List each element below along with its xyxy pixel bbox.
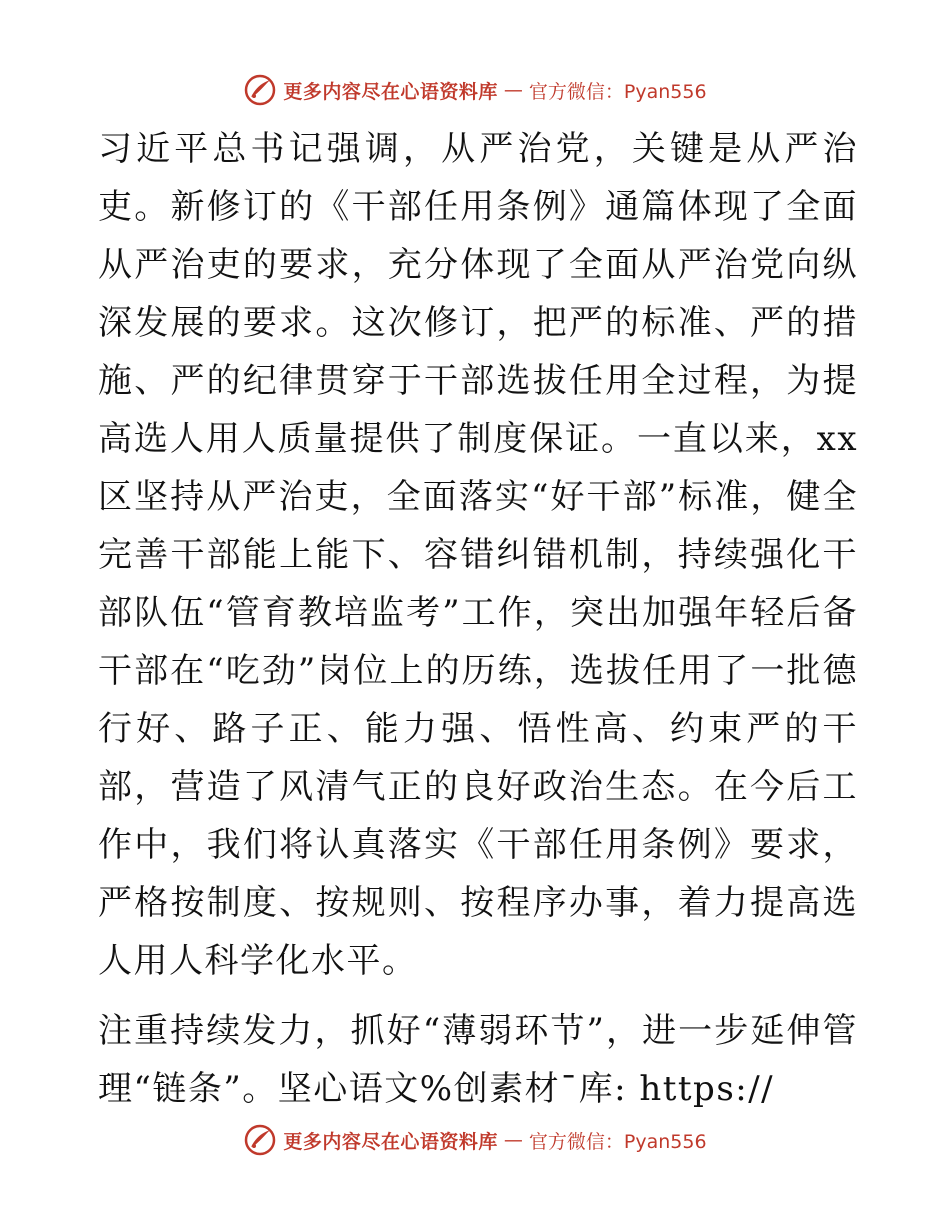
header-banner xyxy=(0,70,950,110)
footer-banner xyxy=(0,1120,950,1160)
banner-separator: — xyxy=(503,79,523,101)
wechat-id-text: 官方微信：Pyan556 xyxy=(528,80,707,103)
paragraph-2: 注重持续发力，抓好“薄弱环节”，进一步延伸管理“链条”。坚心语文%创素材¯库: https:// xyxy=(98,1011,858,1109)
banner-separator: — xyxy=(503,1129,523,1151)
quill-circle-logo-icon xyxy=(243,1123,277,1157)
paragraph-1: 习近平总书记强调，从严治党，关键是从严治吏。新修订的《干部任用条例》通篇体现了全面从严治吏的要求，充分体现了全面从严治党向纵深发展的要求。这次修订，把严的标准、严的措施、严的纪律贯穿于干部选拔任用全过程，为提高选人用人质量提供了制度保证。一直以来，xx区坚持从严治吏，全面落实“好干部”标准，健全完善干部能上能下、容错纠错机制，持续强化干部队伍“管育教培监考”工作，突出加强年轻后备干部在“吃劲”岗位上的历练，选拔任用了一批德行好、路子正、能力强、悟性高、约束严的干部，营造了风清气正的良好政治生态。在今后工作中，我们将认真落实《干部任用条例》要求，严格按制度、按规则、按程序办事，着力提高选人用人科学化水平。 xyxy=(98,129,858,981)
document-body xyxy=(98,120,858,1118)
site-name-text: 更多内容尽在心语资料库 xyxy=(283,80,498,103)
quill-circle-logo-icon xyxy=(243,73,277,107)
site-name-text: 更多内容尽在心语资料库 xyxy=(283,1130,498,1153)
wechat-id-text: 官方微信：Pyan556 xyxy=(528,1130,707,1153)
